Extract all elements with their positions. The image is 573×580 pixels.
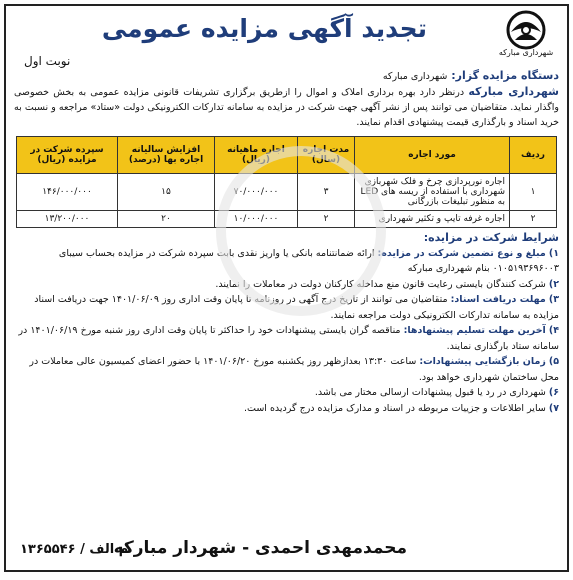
col-duration: مدت اجاره (سال) xyxy=(298,137,355,174)
municipality-logo xyxy=(495,10,557,64)
col-deposit: سپرده شرکت در مزایده (ریال) xyxy=(17,137,118,174)
condition-3: ۳) مهلت دریافت اسناد: متقاضیان می توانند از تاریخ درج آگهی در روزنامه تا پایان وقت اداری روز ۱۴۰۱/۰۶/۰۹ جهت دریافت اسناد مزایده به سامانه تدارکات الکترونیکی دولت مراجعه نمایند. xyxy=(34,294,559,321)
condition-1: ۱) مبلغ و نوع تضمین شرکت در مزایده: ارائه ضمانتنامه بانکی یا واریز نقدی بابت سپرده شرکت در مزایده بحساب سیبای ۰۱۰۵۱۹۳۶۹۶۰۰۳ بنام شهرداری مبارکه xyxy=(58,247,559,274)
tender-ad xyxy=(4,4,569,572)
table-row: ۱ اجاره نورپردازی چرخ و فلک شهربازی شهرداری با استفاده از ریسه های LED به منظور تبلیغات بازرگانی ۳ ۷۰/۰۰۰/۰۰۰ ۱۵ ۱۴۶/۰۰۰/۰۰۰ xyxy=(17,174,557,211)
table-row: ۲ اجاره غرفه تایپ و تکثیر شهرداری ۲ ۱۰/۰۰۰/۰۰۰ ۲۰ ۱۳/۲۰۰/۰۰۰ xyxy=(17,211,557,228)
signature: محمدمهدی احمدی - شهردار مبارکه xyxy=(113,538,407,558)
footer xyxy=(16,538,557,564)
organizer-line xyxy=(14,68,559,84)
organizer-label: دستگاه مزایده گزار: xyxy=(447,69,559,82)
condition-5: ۵) زمان بازگشایی پیشنهادات: ساعت ۱۳:۳۰ بعدازظهر روز یکشنبه مورخ ۱۴۰۱/۰۶/۲۰ با حضور اعضای کمیسیون عالی معاملات در محل ساختمان شهرداری خواهد بود. xyxy=(29,356,559,383)
col-row: ردیف xyxy=(510,137,557,174)
condition-2: ۲) شرکت کنندگان بایستی رعایت قانون منع مداخله کارکنان دولت در معاملات را نمایند. xyxy=(215,278,559,290)
col-subject: مورد اجاره xyxy=(355,137,510,174)
round-label: نوبت اول xyxy=(24,54,71,68)
intro-paragraph: شهرداری مبارکه درنظر دارد بهره برداری املاک و اموال را ازطریق برگزاری تشریفات قانونی مزایده عمومی به بخش خصوصی واگذار نماید. متقاضیان می توانند پس از نشر آگهی جهت شرکت در مزایده به سامانه تدارکات الکترونیکی دولت «ستاد» مراجعه و نسبت به خرید اسناد و بارگذاری قیمت پیشنهادی اقدام نمایند. xyxy=(14,85,559,128)
intro-municipality: شهرداری مبارکه xyxy=(468,85,559,98)
watermark-stamp xyxy=(216,146,386,316)
page-title: تجدید آگهی مزایده عمومی xyxy=(101,14,427,43)
logo-emblem-icon xyxy=(503,10,549,50)
condition-7: ۷) سایر اطلاعات و جزییات مربوطه در اسناد و مدارک مزایده درج گردیده است. xyxy=(243,402,559,414)
condition-6: ۶) شهرداری در رد یا قبول پیشنهادات ارسالی مختار می باشد. xyxy=(314,387,559,398)
header xyxy=(6,6,567,68)
conditions-title: شرایط شرکت در مزایده: xyxy=(423,231,559,244)
logo-caption: شهرداری مبارکه xyxy=(498,48,554,57)
condition-4: ۴) آخرین مهلت تسلیم پیشنهادها: مناقصه گران بایستی پیشنهادات خود را حداکثر تا پایان وقت اداری روز شنبه مورخ ۱۴۰۱/۰۶/۱۹ در سامانه ستاد بارگذاری نمایند. xyxy=(18,325,559,352)
ad-code: م الف / ۱۳۶۵۵۴۶ xyxy=(20,542,129,557)
col-increase: افزایش سالیانه اجاره بها (درصد) xyxy=(118,137,215,174)
intro-text xyxy=(6,68,567,130)
organizer-value: شهرداری مبارکه xyxy=(382,71,448,82)
col-monthly-rent: اجاره ماهیانه (ریال) xyxy=(215,137,298,174)
